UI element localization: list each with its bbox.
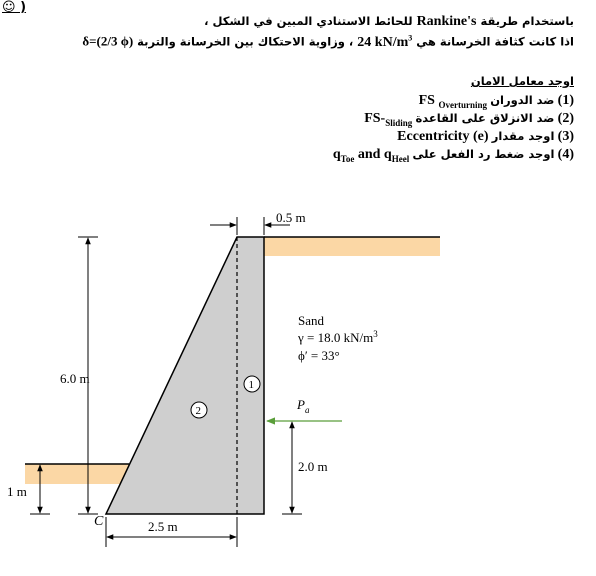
soil-phi: ϕ′ = 33° — [298, 348, 340, 363]
soil-name: Sand — [298, 313, 324, 328]
task-3-number: (3) — [557, 129, 574, 144]
front-soil-layer — [25, 464, 129, 484]
retaining-wall — [106, 237, 264, 514]
question-line-1-suffix: للحائط الاستنادي المبين في الشكل ، — [204, 14, 413, 28]
task-1-text: ضد الدوران — [490, 93, 555, 107]
height-label: 6.0 m — [60, 371, 90, 386]
task-2-term: $FS-_{Sliding}$ — [364, 111, 413, 128]
soil-gamma: γ = 18.0 $kN/m^3$ — [298, 329, 378, 345]
concrete-density-value: 24 kN/m — [357, 34, 409, 50]
corner-mark: ☺ ) — [2, 0, 27, 15]
task-4-text: اوجد ضغط رد الفعل على — [412, 147, 555, 161]
task-1-term: FS $_{Overturning}$ — [418, 93, 487, 110]
question-line-2-mid: ، وزاوية الاحتكاك بين الخرسانة والتربة — [137, 34, 354, 49]
section-1-label: 1 — [248, 379, 254, 391]
task-1-number: (1) — [557, 93, 574, 108]
task-1-subscript: Overturning — [438, 99, 487, 110]
toe-label: C — [94, 514, 104, 529]
task-2-text: ضد الانزلاق على القاعدة — [415, 111, 555, 125]
pa-height-label: 2.0 m — [298, 459, 328, 474]
concrete-density — [357, 35, 412, 50]
task-item-3 — [397, 128, 574, 145]
active-force-label: $P_a$ — [297, 397, 310, 415]
top-width-label: 0.5 m — [276, 210, 306, 225]
method-name: Rankine's — [416, 14, 477, 29]
task-item-4 — [333, 146, 574, 164]
section-2-label: 2 — [195, 405, 201, 417]
backfill-soil-layer — [264, 237, 440, 256]
task-3-text: اوجد مقدار — [491, 129, 555, 143]
friction-relation: δ=(2/3 ϕ) — [82, 33, 134, 49]
task-3-term: Eccentricity (e) — [397, 129, 489, 144]
task-2-number: (2) — [557, 111, 574, 126]
embed-label: 1 m — [7, 484, 27, 499]
task-item-2 — [364, 110, 574, 128]
tasks-heading: اوجد معامل الامان — [470, 74, 574, 88]
question-line-1-prefix: باستخدام طريقة — [480, 14, 574, 28]
question-line-2-prefix: اذا كانت كثافة الخرسانة هي — [416, 34, 574, 49]
question-line-2 — [82, 33, 574, 51]
task-2-subscript: Sliding — [385, 117, 413, 128]
task-4-term: $q_{Toe}$ and $q_{Heel}$ — [332, 147, 410, 164]
base-label: 2.5 m — [148, 519, 178, 534]
task-4-number: (4) — [557, 147, 574, 162]
concrete-density-exponent: 3 — [408, 33, 413, 42]
question-line-1 — [204, 14, 574, 30]
retaining-wall-diagram — [0, 195, 596, 576]
task-item-1 — [419, 92, 574, 110]
